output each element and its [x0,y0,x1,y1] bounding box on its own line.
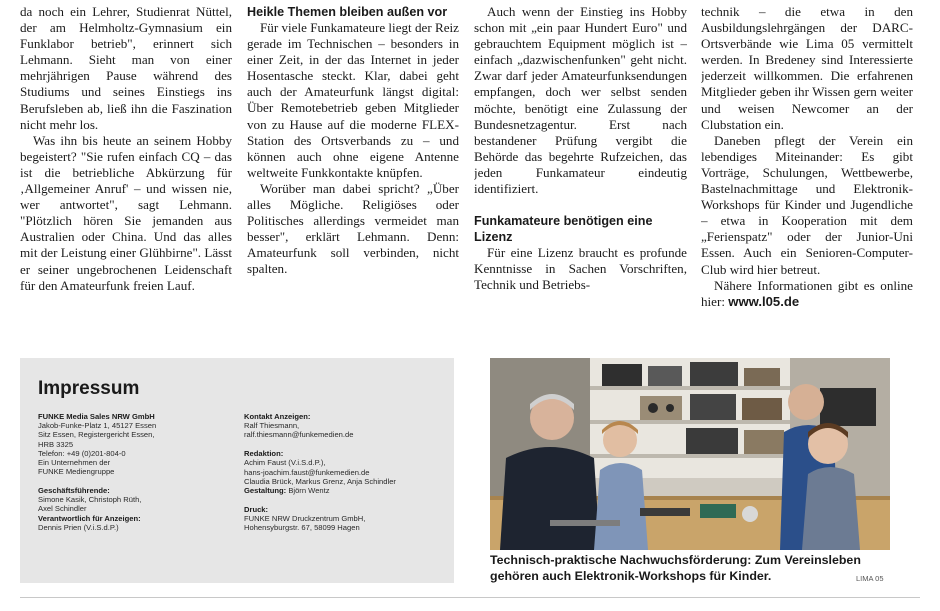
contact-ads-line: Ralf Thiesmann, [244,421,300,431]
article-paragraph: da noch ein Lehrer, Studienrat Nüttel, der am Helmholtz-Gymnasium ein Funklabor betrieb", erinnert sich Lehmann. Sieht man von einer mehrjährigen Pause während des Studiums und seines Einstiegs ins Berufsleben ab, ließ ihn die Faszination nicht mehr los. [20,4,232,132]
article-paragraph: Worüber man dabei spricht? „Über alles Mögliche. Religiöses oder Politisches allerdings vermeidet man besser", erklärt Lehmann. Denn: Amateurfunk soll verbinden, nicht spalten. [247,180,459,277]
workshop-photo-illustration [490,358,890,550]
contact-ads-head: Kontakt Anzeigen: [244,412,311,421]
impressum-contact-ads [244,412,449,440]
impressum-company [38,412,238,476]
impressum-editorial [244,449,449,495]
subheading-heikle-themen: Heikle Themen bleiben außen vor [247,5,448,19]
impressum-title: Impressum [38,378,140,399]
article-paragraph: Für eine Lizenz braucht es profunde Kenntnisse in Sachen Vorschriften, Technik und Betriebs- [474,245,687,293]
editorial-email[interactable]: hans-joachim.faust@funkemedien.de [244,467,370,477]
article-column-3 [474,4,687,330]
design-value: Björn Wentz [288,485,330,495]
print-head: Druck: [244,504,269,514]
contact-ads-email[interactable]: ralf.thiesmann@funkemedien.de [244,430,354,440]
article-column-4 [701,4,913,330]
article-paragraph: technik – die etwa in den Ausbildungslehrgängen der DARC-Ortsverbände wie Lima 05 vermittelt werden. In Bredeney sind Interessierte jederzeit willkommen. Die erfahrenen Mitglieder geben ihr Wissen gern weiter und weisen Newcomer an der Clubstation ein. [701,4,913,132]
management-line: Axel Schindler [38,504,87,514]
ads-responsible-line: Dennis Prien (V.i.S.d.P.) [38,522,119,532]
photo-credit: LIMA 05 [856,574,884,583]
design-head: Gestaltung: [244,485,287,495]
company-line: HRB 3325 [38,439,74,449]
article-column-2 [247,4,459,330]
website-link[interactable]: www.l05.de [728,293,800,309]
impressum-right-column [244,412,449,542]
company-name: FUNKE Media Sales NRW GmbH [38,412,155,421]
ads-responsible-head: Verantwortlich für Anzeigen: [38,513,141,523]
management-head: Geschäftsführende: [38,485,110,495]
management-line: Simone Kasik, Christoph Rüth, [38,495,142,505]
company-line: Ein Unternehmen der [38,458,111,468]
impressum-management [38,486,238,514]
article-paragraph-info [701,278,913,310]
editorial-line: Claudia Brück, Markus Grenz, Anja Schindler [244,476,396,486]
editorial-line: Achim Faust (V.i.S.d.P.), [244,458,326,468]
company-line: Jakob-Funke-Platz 1, 45127 Essen [38,421,157,431]
impressum-left-column [38,412,238,541]
info-text: Nähere Informationen gibt es online hier: [701,277,913,309]
design-line [244,486,449,495]
article-paragraph: Auch wenn der Einstieg ins Hobby schon mit „ein paar Hundert Euro" und gebrauchtem Equipment möglich ist – einfach „dazwischenfunken" geht nicht. Zwar darf jeder Amateurfunksendungen empfangen, doch wer selbst senden möchte, benötigt eine Zulassung der Bundesnetzagentur. Erst nach bestandener Prüfung vergibt die Behörde das begehrte Rufzeichen, das jeden Funkamateur eindeutig identifiziert. [474,4,687,197]
workshop-photo [490,358,890,550]
article-paragraph: Daneben pflegt der Verein ein lebendiges Miteinander: Es gibt Vorträge, Schulungen, Wettbewerbe, Bastelnachmittage und Elektronik-Workshops für Kinder und Jugendliche – etwa in Kooperation mit dem „Ferienspatz" oder der Junior-Uni Essen. Auch ein Senioren-Computer-Club wird hier betreut. [701,132,913,277]
article-paragraph: Was ihn bis heute an seinem Hobby begeistert? "Sie rufen einfach CQ – das ist die betriebliche Abkürzung für ‚Allgemeiner Anruf' – und wissen nie, wer antwortet", sagt Lehmann. "Plötzlich hören Sie jemanden aus Australien oder China. Und das alles mit der Leistung einer Glühbirne". Lässt er seiner ungebrochenen Leidenschaft für den Amateurfunk freien Lauf. [20,132,232,293]
article-paragraph: Für viele Funkamateure liegt der Reiz gerade im Technischen – besonders in einer Zeit, in der das Internet in jeder Hosentasche steckt. Klar, dabei geht auch der Amateurfunk längst digital: Über Remotebetrieb geben Mitglieder von zu Hause auf die moderne FLEX-Station des Ortsverbands zu – und können auch ohne eigene Antenne weltweite Funkkontakte knüpfen. [247,20,459,180]
editorial-head: Redaktion: [244,449,284,459]
print-line: FUNKE NRW Druckzentrum GmbH, [244,513,366,523]
impressum-ads-responsible [38,514,238,532]
bottom-divider [20,597,920,598]
article-column-1 [20,4,232,330]
company-line: FUNKE Mediengruppe [38,467,115,477]
subheading-lizenz: Funkamateure benötigen eine Lizenz [474,214,653,245]
impressum-box [20,358,454,583]
print-line: Hohensyburgstr. 67, 58099 Hagen [244,523,360,533]
company-phone: Telefon: +49 (0)201-804-0 [38,448,126,458]
company-line: Sitz Essen, Registergericht Essen, [38,430,155,440]
photo-caption: Technisch-praktische Nachwuchsförderung: Zum Vereinsleben gehören auch Elektronik-Workshops für Kinder. [490,553,861,583]
impressum-print [244,505,449,533]
